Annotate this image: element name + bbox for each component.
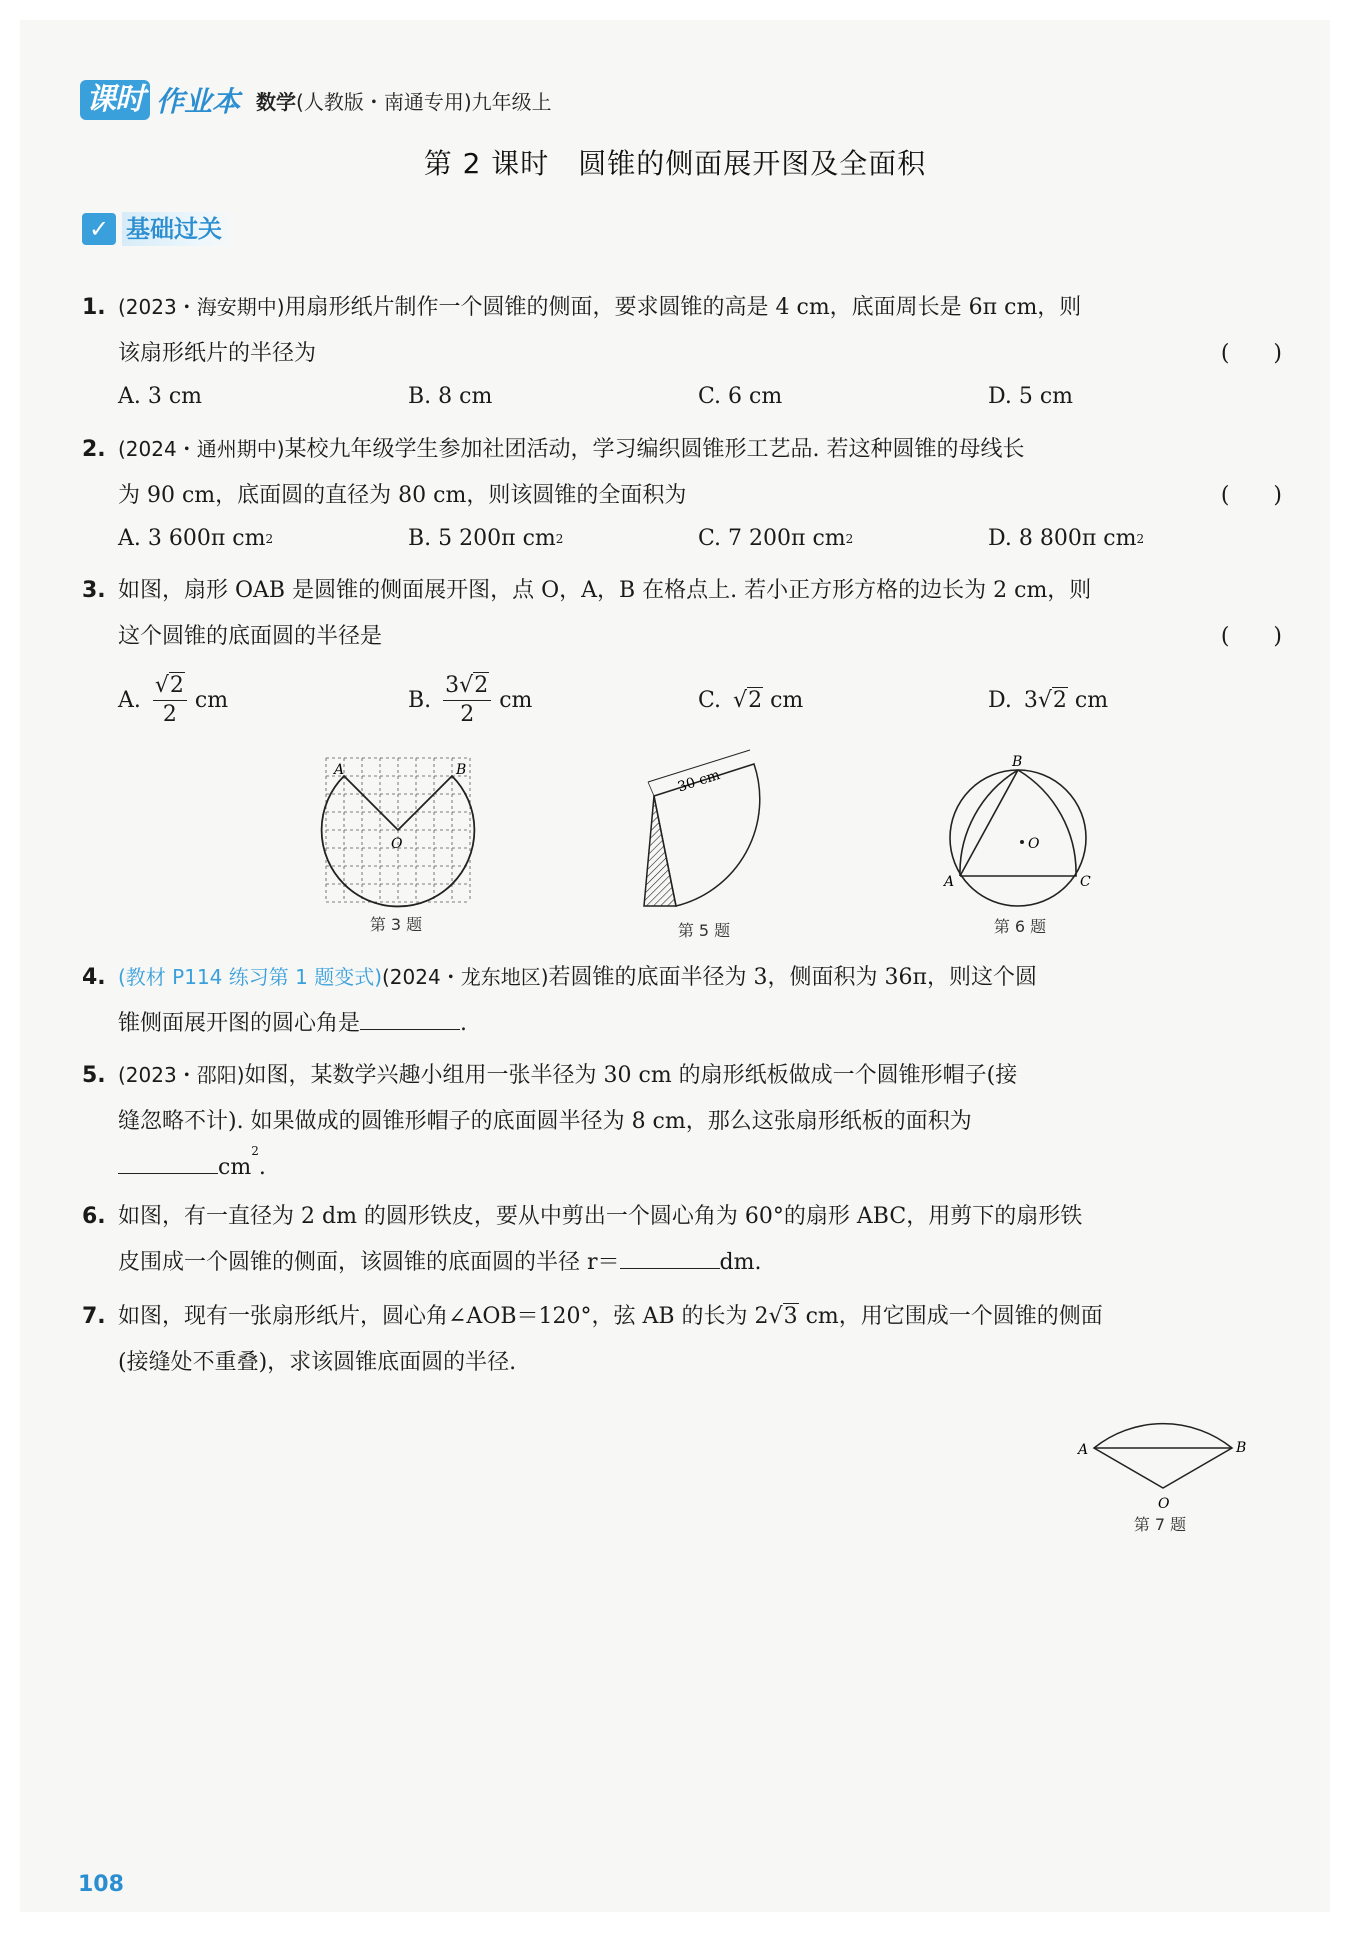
option-c: C. √2 cm	[698, 688, 804, 713]
figure-5	[624, 744, 784, 941]
option-b: B. 8 cm	[408, 384, 493, 409]
question-2	[82, 426, 1282, 519]
label-b: B	[1236, 1440, 1247, 1456]
label-b: B	[456, 762, 467, 778]
question-source: (2023・邵阳)	[118, 1063, 245, 1087]
option-d: D. 3√2 cm	[988, 688, 1109, 713]
label-o: O	[391, 836, 403, 852]
figure-3	[306, 748, 486, 935]
option-d: D. 8 800π cm 2	[988, 526, 1145, 551]
question-text: 若圆锥的底面半径为 3，侧面积为 36π，则这个圆	[548, 965, 1037, 990]
subject-line	[256, 86, 552, 115]
answer-blank[interactable]	[360, 1007, 460, 1030]
figure-caption: 第 3 题	[369, 915, 423, 934]
question-3-options	[118, 672, 1278, 729]
option-b: B. 5 200π cm 2	[408, 526, 564, 551]
figure-caption: 第 6 题	[993, 917, 1047, 936]
question-text: 这个圆锥的底面圆的半径是	[118, 624, 383, 649]
answer-blank[interactable]	[118, 1151, 218, 1174]
question-source: (2024・通州期中)	[118, 437, 285, 461]
circle-sector-diagram	[940, 750, 1100, 910]
question-text: 如图，有一直径为 2 dm 的圆形铁皮，要从中剪出一个圆心角为 60°的扇形 ABC，用剪下的扇形铁	[118, 1204, 1083, 1229]
question-text: (接缝处不重叠)，求该圆锥底面圆的半径.	[118, 1350, 517, 1375]
length-label: 30 cm	[675, 766, 722, 796]
page-number: 108	[78, 1872, 124, 1897]
question-number: 2.	[82, 437, 106, 462]
question-text: 为 90 cm，底面圆的直径为 80 cm，则该圆锥的全面积为	[118, 483, 687, 508]
question-text: 用扇形纸片制作一个圆锥的侧面，要求圆锥的高是 4 cm，底面周长是 6π cm，则	[284, 295, 1082, 320]
label-b: B	[1012, 754, 1023, 770]
answer-paren: ( )	[1220, 483, 1282, 508]
question-text: 该扇形纸片的半径为	[118, 341, 317, 366]
question-5: 5. (2023・邵阳)如图，某数学兴趣小组用一张半径为 30 cm 的扇形纸板做成一个圆锥形帽子(接 缝忽略不计). 如果做成的圆锥形帽子的底面圆半径为 8 cm，那么这张扇形纸板的面积为 $cm^2$.	[82, 1052, 1282, 1191]
answer-paren: ( )	[1220, 624, 1282, 649]
label-a: A	[1078, 1442, 1089, 1458]
question-6: 6. 如图，有一直径为 2 dm 的圆形铁皮，要从中剪出一个圆心角为 60°的扇形 ABC，用剪下的扇形铁 皮围成一个圆锥的侧面，该圆锥的底面圆的半径 r＝ dm.	[82, 1194, 1282, 1286]
section-heading	[82, 212, 236, 246]
figure-6	[940, 750, 1100, 937]
question-text: 如图，现有一张扇形纸片，圆心角∠AOB＝120°，弦 AB 的长为 2	[118, 1304, 769, 1329]
question-source: (2024・龙东地区)	[382, 965, 549, 989]
label-o: O	[1158, 1496, 1170, 1512]
question-text: 皮围成一个圆锥的侧面，该圆锥的底面圆的半径 r＝	[118, 1250, 620, 1275]
section-label: 基础过关	[122, 212, 236, 246]
option-a: A. $\frac{√2}{2}$ cm	[118, 673, 229, 727]
figure-7	[1060, 1382, 1260, 1535]
answer-blank[interactable]	[620, 1246, 720, 1269]
question-7: 7. 如图，现有一张扇形纸片，圆心角∠AOB＝120°，弦 AB 的长为 2√3 cm，用它围成一个圆锥的侧面 (接缝处不重叠)，求该圆锥底面圆的半径.	[82, 1294, 1282, 1386]
page	[20, 20, 1330, 1912]
label-a: A	[944, 874, 955, 890]
question-1-options	[118, 384, 1278, 409]
question-1	[82, 284, 1282, 377]
question-text: 如图，某数学兴趣小组用一张半径为 30 cm 的扇形纸板做成一个圆锥形帽子(接	[244, 1063, 1018, 1088]
lesson-title: 第 2 课时 圆锥的侧面展开图及全面积	[423, 147, 927, 180]
label-o: O	[1028, 836, 1040, 852]
option-d: D. 5 cm	[988, 384, 1074, 409]
subject-detail: (人教版・南通专用)九年级上	[296, 89, 552, 114]
question-number: 3.	[82, 578, 106, 603]
answer-paren: ( )	[1220, 341, 1282, 366]
question-number: 1.	[82, 295, 106, 320]
question-4: 4. (教材 P114 练习第 1 题变式)(2024・龙东地区)若圆锥的底面半径为 3，侧面积为 36π，则这个圆 锥侧面展开图的圆心角是 .	[82, 954, 1282, 1047]
sector-grid-diagram	[306, 748, 486, 908]
label-a: A	[334, 762, 345, 778]
question-number: 5.	[82, 1063, 106, 1088]
question-text: 锥侧面展开图的圆心角是	[118, 1011, 361, 1036]
question-number: 4.	[82, 965, 106, 990]
figure-caption: 第 7 题	[1133, 1515, 1187, 1534]
sector-aob-diagram	[1060, 1382, 1260, 1512]
option-a: A. 3 600π cm 2	[118, 526, 274, 551]
question-number: 6.	[82, 1204, 106, 1229]
option-a: A. 3 cm	[118, 384, 203, 409]
cone-hat-sector-diagram	[624, 744, 784, 914]
question-source: (2023・海安期中)	[118, 295, 285, 319]
question-2-options	[118, 526, 1278, 551]
question-number: 7.	[82, 1304, 106, 1329]
option-b: B. $\frac{3√2}{2}$ cm	[408, 673, 533, 727]
checkbox-icon: ✓	[82, 213, 116, 245]
option-c: C. 6 cm	[698, 384, 783, 409]
question-text: 如图，扇形 OAB 是圆锥的侧面展开图，点 O，A，B 在格点上. 若小正方形方格的边长为 2 cm，则	[118, 578, 1092, 603]
label-c: C	[1080, 874, 1091, 890]
option-c: C. 7 200π cm 2	[698, 526, 854, 551]
brand-text: 作业本	[156, 85, 241, 118]
subject-name: 数学	[256, 89, 297, 114]
header	[80, 78, 552, 122]
question-source-textbook: (教材 P114 练习第 1 题变式)	[118, 965, 382, 989]
question-text: 某校九年级学生参加社团活动，学习编织圆锥形工艺品. 若这种圆锥的母线长	[284, 437, 1025, 462]
brand-logo: 课时	[80, 80, 150, 120]
question-text: 缝忽略不计). 如果做成的圆锥形帽子的底面圆半径为 8 cm，那么这张扇形纸板的面积为	[118, 1109, 972, 1134]
figure-caption: 第 5 题	[677, 921, 731, 940]
question-3	[82, 568, 1282, 660]
